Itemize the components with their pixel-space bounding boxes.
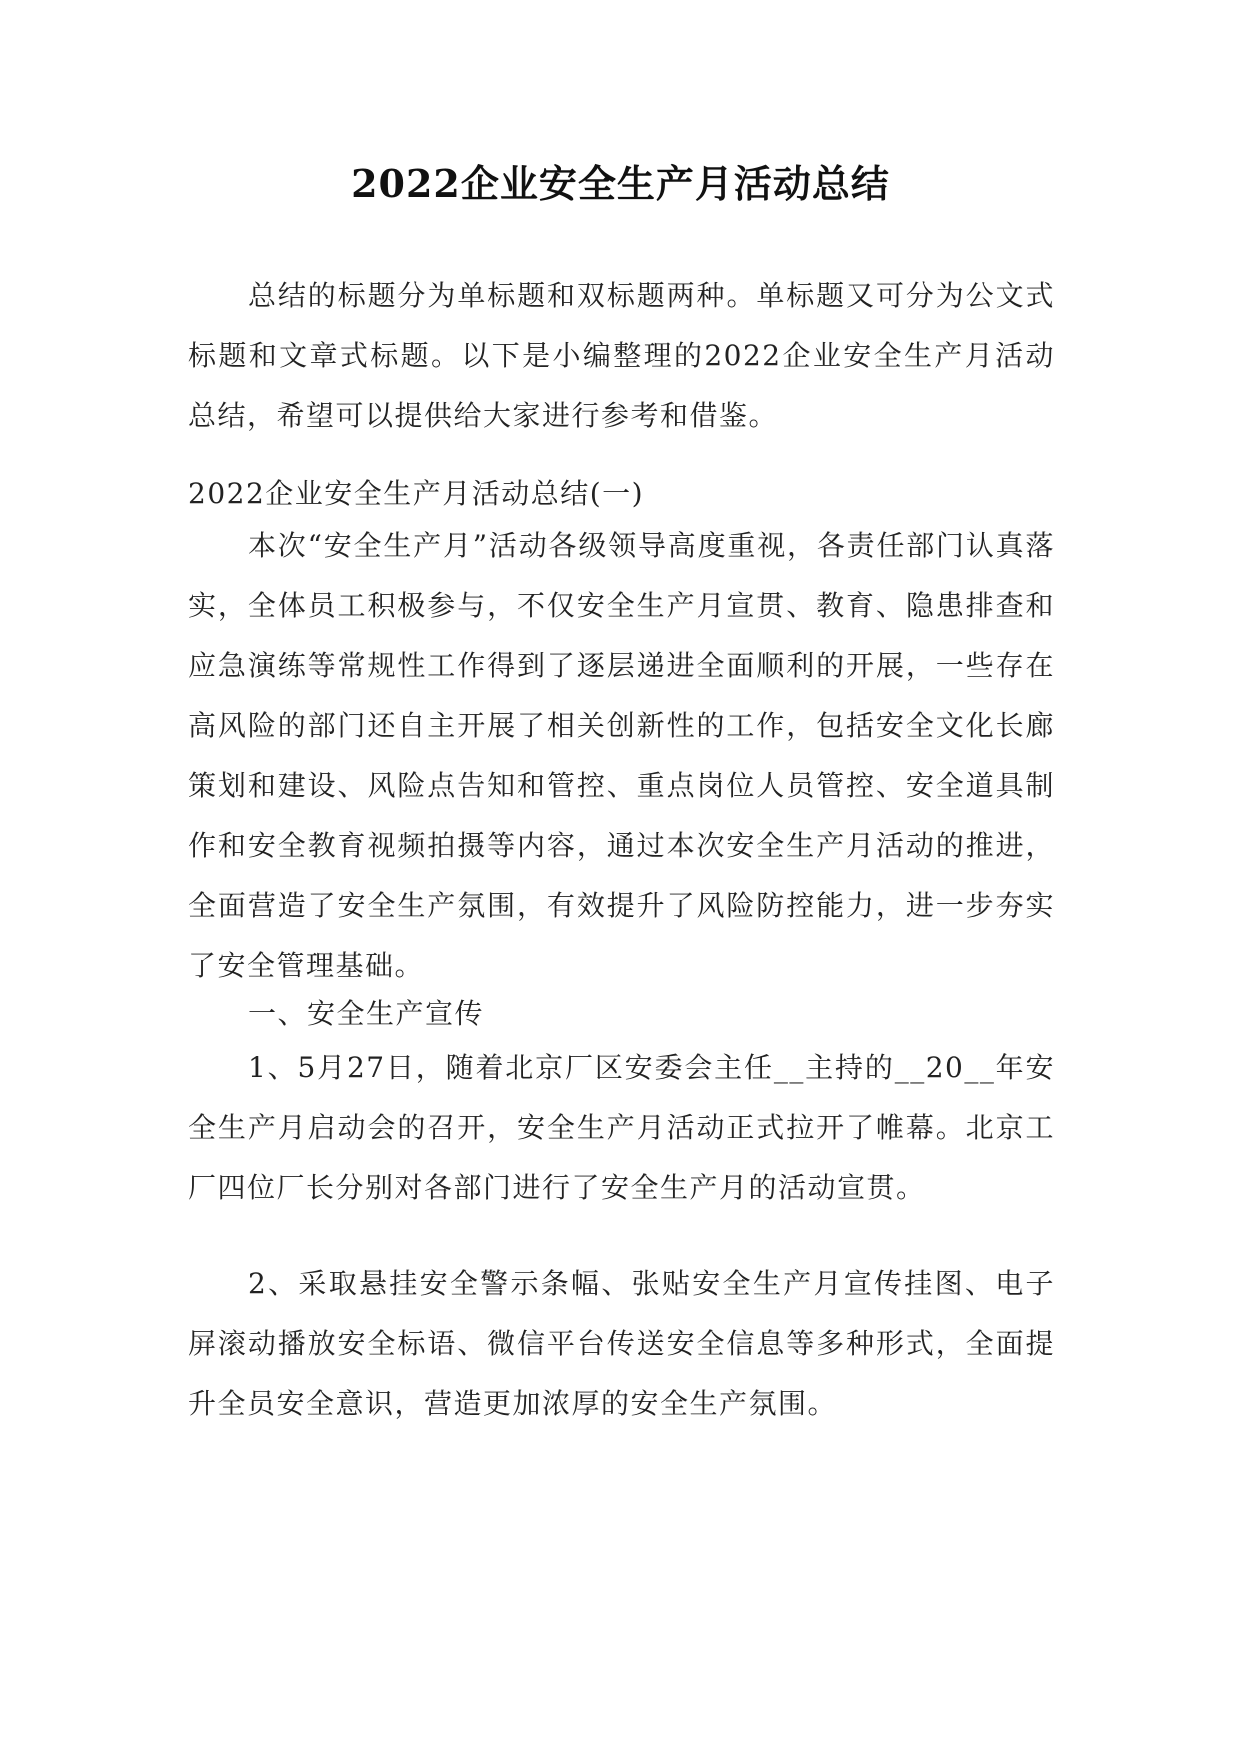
intro-paragraph: 总结的标题分为单标题和双标题两种。单标题又可分为公文式标题和文章式标题。以下是小编整理的2022企业安全生产月活动总结，希望可以提供给大家进行参考和借鉴。 bbox=[188, 279, 1055, 432]
document-title: 2022企业安全生产月活动总结 bbox=[351, 161, 890, 206]
list-item-1: 1、5月27日，随着北京厂区安委会主任__主持的__20__年安全生产月启动会的召开，安全生产月活动正式拉开了帷幕。北京工厂四位厂长分别对各部门进行了安全生产月的活动宣贯。 bbox=[188, 1051, 1055, 1204]
list-item-2: 2、采取悬挂安全警示条幅、张贴安全生产月宣传挂图、电子屏滚动播放安全标语、微信平台传送安全信息等多种形式，全面提升全员安全意识，营造更加浓厚的安全生产氛围。 bbox=[188, 1267, 1055, 1420]
section-title: 2022企业安全生产月活动总结(一) bbox=[188, 477, 645, 510]
section-heading-1: 一、安全生产宣传 bbox=[248, 997, 485, 1030]
body-paragraph-1: 本次“安全生产月”活动各级领导高度重视，各责任部门认真落实，全体员工积极参与，不仅安全生产月宣贯、教育、隐患排查和应急演练等常规性工作得到了逐层递进全面顺利的开展，一些存在高风险的部门还自主开展了相关创新性的工作，包括安全文化长廊策划和建设、风险点告知和管控、重点岗位人员管控、安全道具制作和安全教育视频拍摄等内容，通过本次安全生产月活动的推进，全面营造了安全生产氛围，有效提升了风险防控能力，进一步夯实了安全管理基础。 bbox=[188, 529, 1055, 982]
